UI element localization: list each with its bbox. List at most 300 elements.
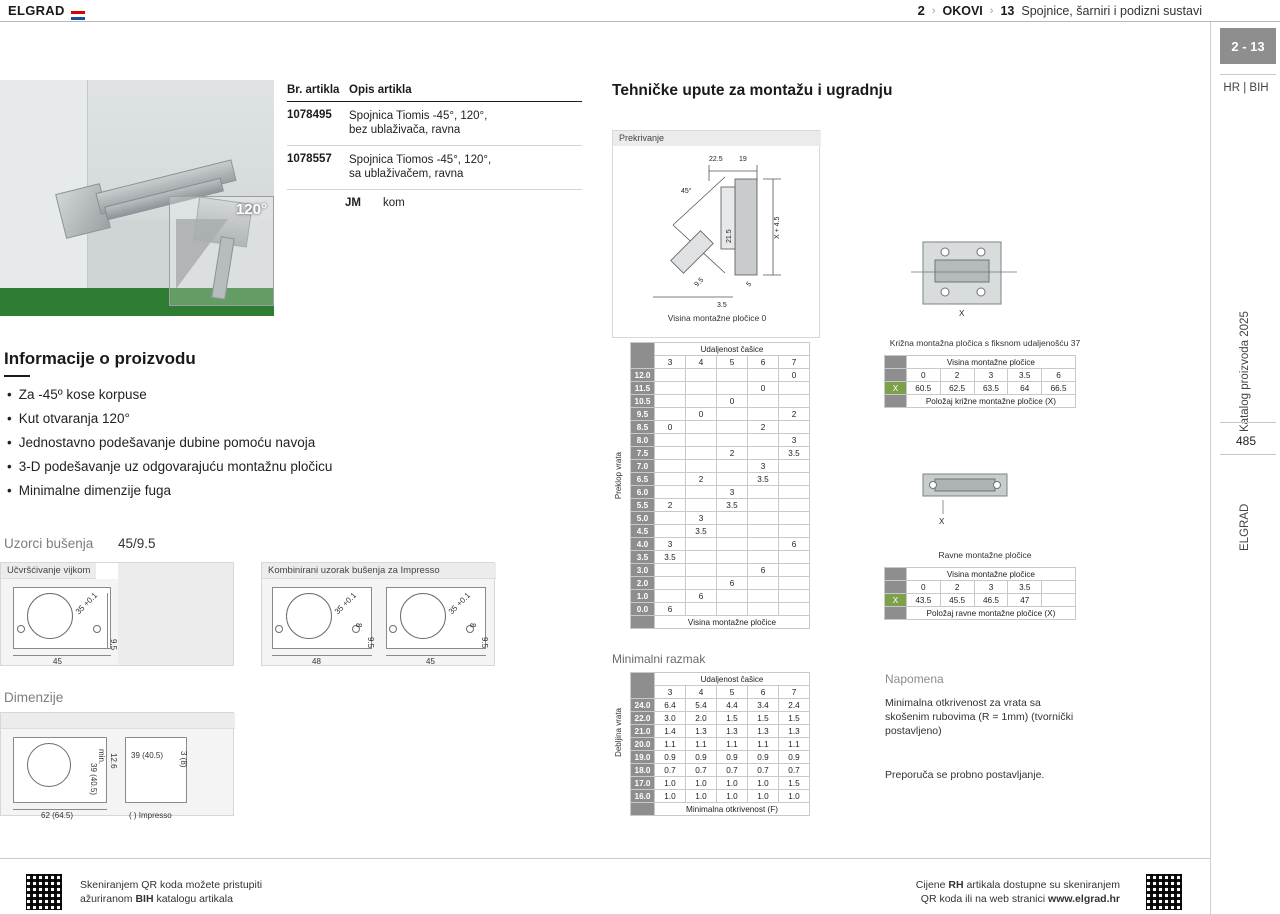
dim-b: 39 (40.5)	[131, 751, 164, 760]
flat-plate-caption: Ravne montažne pločice	[938, 550, 1032, 560]
svg-text:19: 19	[739, 156, 747, 163]
cross-plate-col-header: 6	[1042, 369, 1076, 382]
table-row	[631, 447, 810, 460]
overlay-cell	[779, 486, 810, 499]
page-number: 485	[1235, 434, 1257, 448]
overlay-cell	[655, 408, 686, 421]
overlay-cell	[686, 421, 717, 434]
cross-plate-table-wrap	[884, 355, 1076, 408]
table-row	[631, 751, 810, 764]
overlay-cell	[655, 564, 686, 577]
dim-h-right: 9.5	[480, 637, 489, 649]
footer-right-text	[895, 878, 1120, 906]
screw-hole-circle	[389, 625, 397, 633]
overlay-col-header: 4	[686, 356, 717, 369]
overlay-cell: 3.5	[779, 447, 810, 460]
article-description-line2: bez ublaživača, ravna	[349, 124, 461, 136]
overlay-cell: 3	[717, 486, 748, 499]
gap-cell: 1.3	[717, 725, 748, 738]
product-info-list	[4, 384, 424, 504]
table-row	[631, 790, 810, 803]
drilling-pattern-impresso-box	[261, 562, 495, 666]
rail-brand-label: ELGRAD	[1239, 503, 1251, 551]
footer-right-url[interactable]: www.elgrad.hr	[1048, 893, 1120, 905]
product-photo	[0, 80, 274, 316]
svg-text:X: X	[959, 309, 965, 318]
gap-cell: 1.1	[686, 738, 717, 751]
gap-cell: 1.3	[748, 725, 779, 738]
flat-plate-row-label: X	[885, 594, 907, 607]
overlay-row-label: 7.0	[631, 460, 655, 473]
brand-logo: ELGRAD	[8, 3, 65, 18]
footer-right-post: artikala dostupne su skeniranjem	[963, 879, 1120, 891]
overlay-cell	[748, 486, 779, 499]
page-header	[0, 0, 1280, 22]
footer-left-line1: Skeniranjem QR koda možete pristupiti	[80, 879, 263, 891]
table-row[interactable]	[287, 146, 582, 190]
gap-cell: 5.4	[686, 699, 717, 712]
overlay-col-header: 3	[655, 356, 686, 369]
overlay-caption: Prekrivanje	[613, 131, 821, 146]
cross-plate-col-header: 3.5	[1008, 369, 1042, 382]
table-row	[631, 395, 810, 408]
overlay-cell: 0	[748, 382, 779, 395]
overlay-cell	[717, 382, 748, 395]
gap-cell: 1.1	[655, 738, 686, 751]
breadcrumb-separator-icon: ›	[931, 4, 936, 17]
overlay-row-label: 5.0	[631, 512, 655, 525]
gap-cell: 2.4	[779, 699, 810, 712]
overlay-cell	[717, 421, 748, 434]
gap-cell: 1.5	[748, 712, 779, 725]
dimension-line	[107, 593, 108, 649]
gap-cell: 0.9	[686, 751, 717, 764]
article-description-line1: Spojnica Tiomos -45°, 120°,	[349, 154, 492, 166]
dim-thickness: 12.6	[109, 753, 118, 769]
table-row	[631, 473, 810, 486]
gap-cell: 1.0	[748, 777, 779, 790]
overlay-cell	[748, 408, 779, 421]
overlay-cell	[655, 395, 686, 408]
overlay-cell	[748, 395, 779, 408]
overlay-cell	[655, 382, 686, 395]
footer-left-text	[80, 878, 262, 906]
table-row	[631, 538, 810, 551]
gap-cell: 1.0	[655, 790, 686, 803]
table-row	[631, 408, 810, 421]
overlay-cell: 2	[655, 499, 686, 512]
dim-h-left: 9.5	[366, 637, 375, 649]
gap-row-label: 17.0	[631, 777, 655, 790]
chapter-tab: 2 - 13	[1220, 28, 1276, 64]
overlay-cell	[717, 564, 748, 577]
rail-catalog-label: Katalog proizvoda 2025	[1239, 311, 1251, 433]
overlay-row-label: 6.5	[631, 473, 655, 486]
overlay-cell: 3	[655, 538, 686, 551]
dim-c: 3 (8)	[179, 751, 188, 768]
overlay-cell: 6	[655, 603, 686, 616]
gap-row-label: 24.0	[631, 699, 655, 712]
overlay-cell	[748, 434, 779, 447]
cross-plate-value: 60.5	[906, 382, 940, 395]
right-rail	[1210, 22, 1280, 914]
overlay-row-label: 3.5	[631, 551, 655, 564]
footer-right-pre2: QR koda ili na web stranici	[920, 893, 1049, 905]
cup-hole-circle	[286, 593, 332, 639]
drilling-box2-caption: Kombinirani uzorak bušenja za Impresso	[262, 563, 496, 579]
overlay-row-label: 12.0	[631, 369, 655, 382]
qr-code-bih[interactable]	[24, 872, 64, 912]
footer-left-post: katalogu artikala	[153, 893, 233, 905]
overlay-cell	[686, 382, 717, 395]
flat-plate-col-header	[1042, 581, 1076, 594]
gap-cell: 3.4	[748, 699, 779, 712]
table-row	[631, 777, 810, 790]
breadcrumb	[918, 3, 1202, 18]
overlay-cell: 6	[686, 590, 717, 603]
gap-cell: 2.0	[686, 712, 717, 725]
breadcrumb-separator-icon: ›	[989, 4, 994, 17]
overlay-row-label: 10.5	[631, 395, 655, 408]
gap-cell: 0.9	[779, 751, 810, 764]
note-title: Napomena	[885, 672, 944, 686]
overlay-cell	[748, 538, 779, 551]
overlay-cell	[779, 473, 810, 486]
dim-v-right: 8	[468, 623, 477, 628]
drilling-box2-body	[262, 579, 494, 665]
gap-table-frame	[612, 672, 820, 824]
overlay-col-header: 5	[717, 356, 748, 369]
overlay-cell: 3	[686, 512, 717, 525]
article-description-line1: Spojnica Tiomis -45°, 120°,	[349, 110, 488, 122]
overlay-drawing-frame	[612, 130, 820, 338]
gap-cell: 1.0	[655, 777, 686, 790]
overlay-cell	[717, 434, 748, 447]
drilling-heading-value: 45/9.5	[118, 536, 156, 551]
gap-cell: 1.0	[717, 777, 748, 790]
overlay-cell	[748, 447, 779, 460]
overlay-cell: 0	[717, 395, 748, 408]
overlay-cell	[717, 473, 748, 486]
overlay-cell: 6	[779, 538, 810, 551]
overlay-col-header: 7	[779, 356, 810, 369]
overlay-cell	[779, 460, 810, 473]
article-table-header	[287, 84, 582, 102]
table-row	[631, 369, 810, 382]
overlay-cell	[779, 564, 810, 577]
overlay-cell: 6	[717, 577, 748, 590]
table-row	[631, 486, 810, 499]
gap-col-group: Udaljenost čašice	[655, 673, 810, 686]
overlay-cell	[655, 369, 686, 382]
flat-plate-value: 43.5	[906, 594, 940, 607]
gap-cell: 0.7	[686, 764, 717, 777]
overlay-cell	[655, 590, 686, 603]
list-item: • Kut otvaranja 120°	[20, 408, 424, 429]
gap-cell: 0.7	[655, 764, 686, 777]
overlay-cell	[686, 499, 717, 512]
breadcrumb-section-name: Spojnice, šarniri i podizni sustavi	[1021, 3, 1202, 18]
flat-plate-table	[884, 567, 1076, 620]
overlay-cell	[779, 512, 810, 525]
gap-col-header: 5	[717, 686, 748, 699]
dimensions-box-body	[1, 729, 233, 820]
overlay-cell	[686, 486, 717, 499]
overlay-cell	[686, 564, 717, 577]
dim-width-left: 48	[312, 657, 321, 666]
overlay-cell	[779, 395, 810, 408]
rail-divider	[1220, 74, 1276, 75]
cross-plate-value: 63.5	[974, 382, 1008, 395]
overlay-cell	[748, 590, 779, 603]
overlay-cell	[686, 577, 717, 590]
overlay-cell	[717, 525, 748, 538]
article-description	[349, 109, 487, 137]
gap-cell: 0.9	[655, 751, 686, 764]
footer-left-pre: ažuriranom	[80, 893, 136, 905]
dims-note: ( ) Impresso	[129, 811, 172, 820]
table-row	[631, 564, 810, 577]
cross-table-footer: Položaj križne montažne pločice (X)	[906, 395, 1075, 408]
overlay-cell	[655, 577, 686, 590]
breadcrumb-chapter-number: 2	[917, 3, 925, 18]
gap-cell: 3.0	[655, 712, 686, 725]
cross-table-title: Visina montažne pločice	[906, 356, 1075, 369]
gap-cell: 1.1	[717, 738, 748, 751]
overlay-cell	[779, 421, 810, 434]
svg-text:X: X	[939, 517, 945, 526]
note-body-1: Minimalna otkrivenost za vrata sa skošenim rubovima (R = 1mm) (tvornički postavljeno)	[885, 697, 1074, 737]
flat-plate-col-header: 0	[906, 581, 940, 594]
overlay-row-label: 8.5	[631, 421, 655, 434]
overlay-cell: 2	[748, 421, 779, 434]
gap-section-title: Minimalni razmak	[612, 652, 706, 666]
gap-cell: 0.9	[748, 751, 779, 764]
dim-e: 62 (64.5)	[41, 811, 74, 820]
overlay-table-frame	[612, 342, 820, 642]
gap-cell: 1.5	[779, 777, 810, 790]
gap-cell: 0.7	[748, 764, 779, 777]
gap-cell: 1.5	[779, 712, 810, 725]
hinge-section-drawing	[613, 147, 821, 337]
flag-icon	[71, 11, 85, 20]
cross-plate-table	[884, 355, 1076, 408]
overlay-row-label: 0.0	[631, 603, 655, 616]
footer-left-bold: BIH	[135, 893, 154, 905]
table-row	[631, 764, 810, 777]
overlay-cell	[779, 525, 810, 538]
flat-plate-table-wrap	[884, 567, 1076, 620]
article-description	[349, 153, 491, 181]
overlay-row-label: 1.0	[631, 590, 655, 603]
gap-row-label: 19.0	[631, 751, 655, 764]
gap-col-header: 3	[655, 686, 686, 699]
overlay-cell	[748, 577, 779, 590]
opening-angle-label: 120°	[235, 201, 267, 218]
overlay-row-label: 6.0	[631, 486, 655, 499]
gap-cell: 1.0	[779, 790, 810, 803]
title-underline	[4, 375, 30, 377]
unit-of-measure-row	[287, 190, 582, 209]
gap-row-label: 16.0	[631, 790, 655, 803]
table-row	[631, 382, 810, 395]
cup-hole-circle	[27, 593, 73, 639]
list-item: • Za -45º kose korpuse	[20, 384, 424, 405]
dimension-line	[13, 809, 107, 810]
qr-code-rh[interactable]	[1144, 872, 1184, 912]
overlay-cell	[748, 551, 779, 564]
article-table	[287, 84, 582, 209]
overlay-cell	[686, 447, 717, 460]
gap-cell: 1.1	[779, 738, 810, 751]
opening-angle-diagram	[169, 196, 274, 306]
gap-cell: 1.3	[686, 725, 717, 738]
list-item: • Jednostavno podešavanje dubine pomoću navoja	[20, 432, 424, 453]
table-row	[631, 460, 810, 473]
overlay-cell	[686, 434, 717, 447]
overlay-col-group: Udaljenost čašice	[655, 343, 810, 356]
gap-cell: 0.7	[779, 764, 810, 777]
screw-hole-circle	[275, 625, 283, 633]
overlay-cell	[686, 395, 717, 408]
cross-plate-value: 64	[1008, 382, 1042, 395]
overlay-cell	[717, 460, 748, 473]
overlay-cell: 3.5	[655, 551, 686, 564]
overlay-cell: 2	[717, 447, 748, 460]
rail-language: HR | BIH	[1223, 82, 1269, 94]
overlay-drawing-caption: Visina montažne pločice 0	[667, 313, 767, 323]
gap-row-label: 18.0	[631, 764, 655, 777]
overlay-cell	[748, 603, 779, 616]
table-row	[631, 738, 810, 751]
overlay-cell	[779, 603, 810, 616]
dim-diameter: 35 +0.1	[73, 590, 100, 617]
overlay-cell	[655, 447, 686, 460]
overlay-cell	[717, 369, 748, 382]
gap-cell: 0.7	[717, 764, 748, 777]
dim-diameter-left: 35 +0.1	[332, 590, 359, 617]
gap-cell: 1.0	[717, 790, 748, 803]
overlay-cell: 3.5	[717, 499, 748, 512]
drilling-box1-caption: Učvršćivanje vijkom	[1, 563, 96, 579]
footer-right-line2	[895, 892, 1120, 906]
article-code: 1078495	[287, 109, 332, 121]
overlay-cell	[686, 369, 717, 382]
cup-hole-circle	[400, 593, 446, 639]
overlay-cell	[655, 486, 686, 499]
overlay-cell	[748, 369, 779, 382]
overlay-row-label: 4.5	[631, 525, 655, 538]
svg-text:21.5: 21.5	[726, 229, 733, 243]
cross-plate-value: 62.5	[940, 382, 974, 395]
cross-plate-row-label: X	[885, 382, 907, 395]
table-row	[631, 577, 810, 590]
overlay-cell	[779, 551, 810, 564]
dimension-line	[272, 655, 372, 656]
dim-width-right: 45	[426, 657, 435, 666]
table-row	[631, 603, 810, 616]
overlay-cell: 3.5	[686, 525, 717, 538]
dim-v-left: 8	[354, 623, 363, 628]
overlay-cell: 6	[748, 564, 779, 577]
gap-cell: 1.0	[686, 777, 717, 790]
footer-right-bold: RH	[948, 879, 964, 891]
dimensions-box-caption	[1, 713, 235, 729]
table-row	[631, 725, 810, 738]
cross-plate-drawing	[905, 232, 1035, 322]
rail-divider	[1220, 454, 1276, 455]
gap-cell: 1.1	[748, 738, 779, 751]
overlay-cell	[655, 460, 686, 473]
gap-row-group: Debljina vrata	[614, 708, 623, 757]
list-item: • Minimalne dimenzije fuga	[20, 480, 424, 501]
overlay-cell	[717, 538, 748, 551]
svg-text:22.5: 22.5	[709, 156, 723, 163]
svg-text:9.5: 9.5	[693, 276, 706, 289]
overlay-cell	[717, 408, 748, 421]
overlay-cell	[748, 512, 779, 525]
overlay-row-label: 3.0	[631, 564, 655, 577]
cross-plate-col-header: 0	[906, 369, 940, 382]
table-row[interactable]	[287, 102, 582, 146]
svg-text:5: 5	[745, 280, 754, 289]
side-panel-outline	[125, 737, 187, 803]
table-row	[631, 699, 810, 712]
footer-divider	[0, 858, 1210, 859]
dim-min-label: min.	[97, 749, 106, 765]
gap-table	[630, 672, 810, 816]
overlay-cell: 0	[655, 421, 686, 434]
overlay-cell	[779, 577, 810, 590]
table-row	[631, 512, 810, 525]
overlay-cell	[686, 538, 717, 551]
article-code: 1078557	[287, 153, 332, 165]
svg-text:X + 4.5: X + 4.5	[774, 216, 781, 239]
gap-col-header: 7	[779, 686, 810, 699]
info-section-title: Informacije o proizvodu	[4, 349, 196, 368]
screw-hole-circle	[17, 625, 25, 633]
gap-cell: 1.4	[655, 725, 686, 738]
overlay-cell: 0	[779, 369, 810, 382]
overlay-cell: 3	[748, 460, 779, 473]
gap-cell: 0.9	[717, 751, 748, 764]
overlay-cell	[655, 525, 686, 538]
gap-row-label: 22.0	[631, 712, 655, 725]
column-header-description: Opis artikla	[349, 84, 412, 96]
gap-cell: 1.5	[717, 712, 748, 725]
cross-plate-value: 66.5	[1042, 382, 1076, 395]
screw-hole-circle	[93, 625, 101, 633]
table-row	[631, 434, 810, 447]
flat-plate-col-header: 3.5	[1008, 581, 1042, 594]
cross-plate-col-header: 2	[940, 369, 974, 382]
dimension-line	[386, 655, 486, 656]
overlay-cell	[655, 434, 686, 447]
note-body-2: Preporuča se probno postavljanje.	[885, 769, 1045, 781]
overlay-cell	[717, 603, 748, 616]
overlay-cell: 3.5	[748, 473, 779, 486]
overlay-cell	[686, 551, 717, 564]
overlay-cell	[655, 512, 686, 525]
footer-right-line1	[895, 878, 1120, 892]
dim-height: 9.5	[109, 639, 118, 651]
drilling-box1-right-blank	[118, 562, 234, 666]
overlay-cell	[717, 590, 748, 603]
rail-divider	[1220, 422, 1276, 423]
svg-text:45°: 45°	[681, 188, 692, 195]
overlay-cell	[748, 499, 779, 512]
gap-cell: 1.0	[748, 790, 779, 803]
